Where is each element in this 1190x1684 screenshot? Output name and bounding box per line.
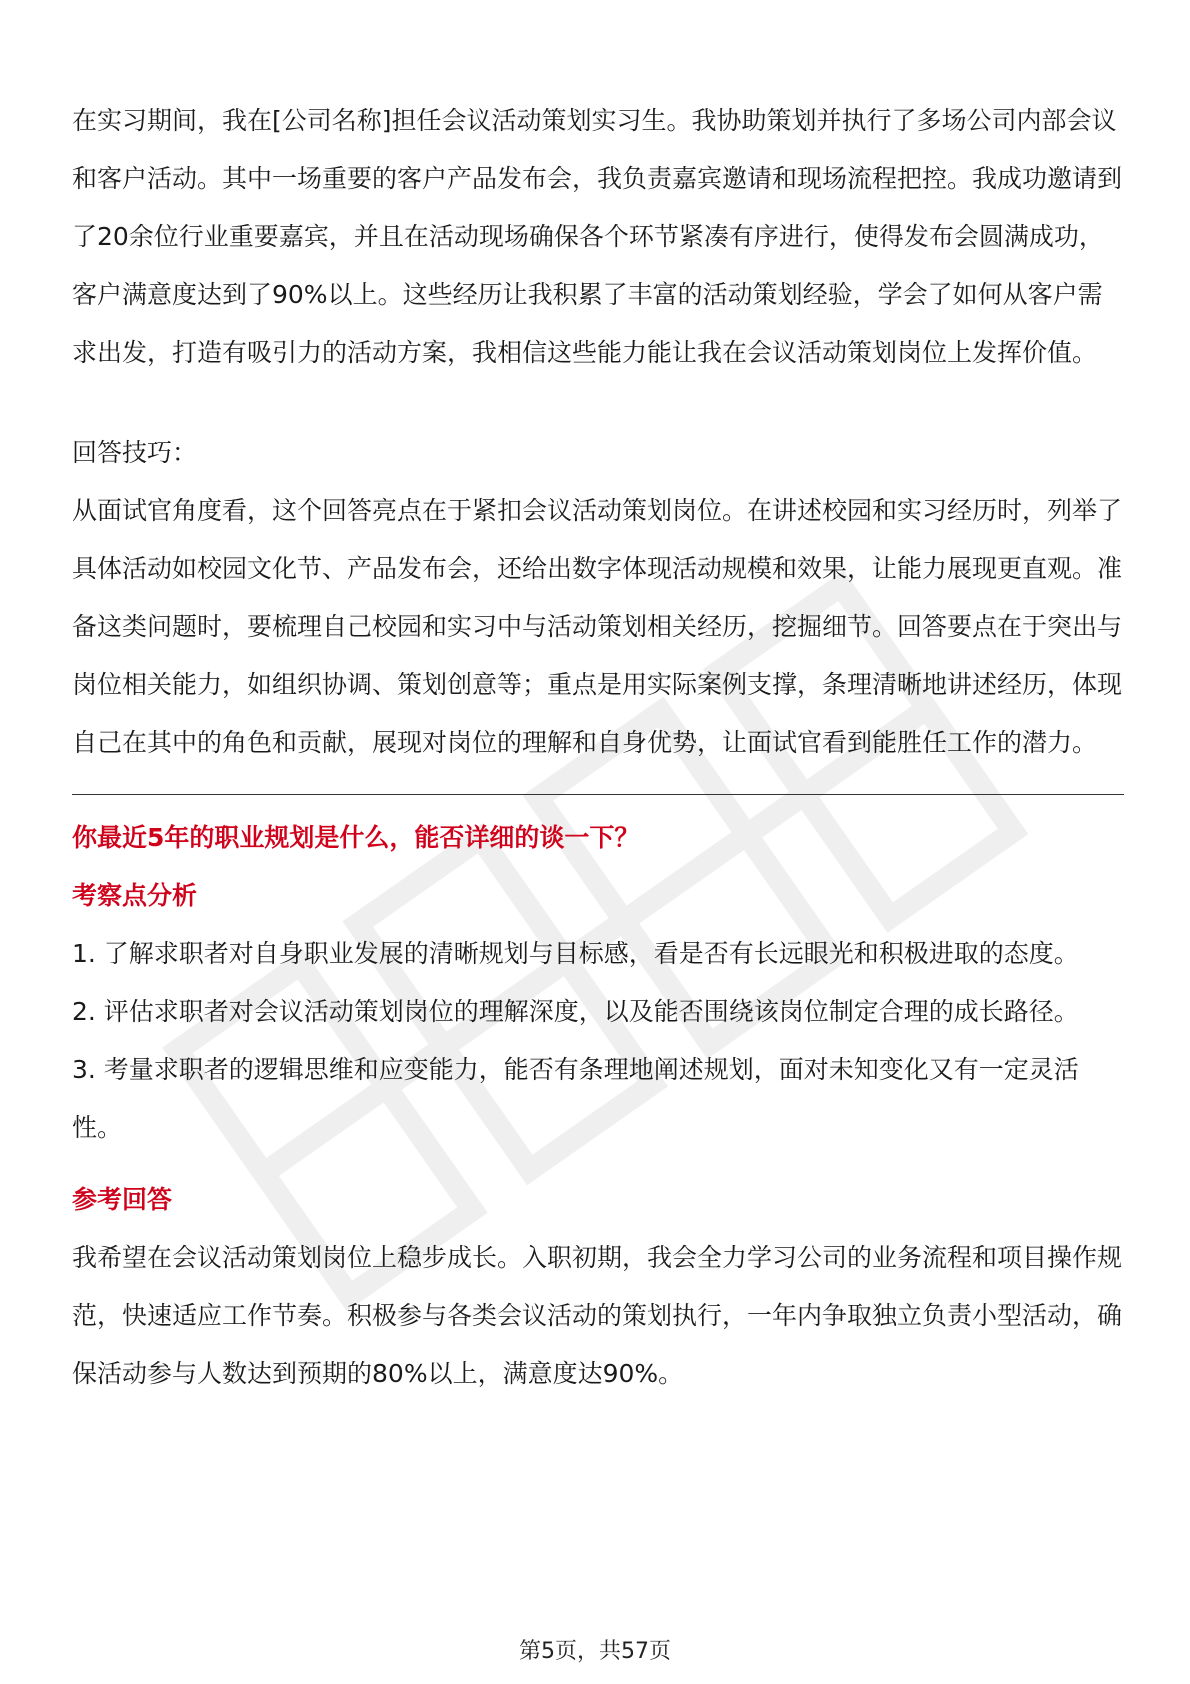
page-number: 第5页，共57页 [519,1639,671,1664]
document-page [72,92,1124,1403]
analysis-item: 2. 评估求职者对会议活动策划岗位的理解深度，以及能否围绕该岗位制定合理的成长路径。 [72,997,1079,1026]
answer-heading: 参考回答 [72,1185,173,1214]
section-divider [72,794,1124,795]
analysis-item: 1. 了解求职者对自身职业发展的清晰规划与目标感，看是否有长远眼光和积极进取的态度。 [72,939,1079,968]
analysis-item: 3. 考量求职者的逻辑思维和应变能力，能否有条理地阐述规划，面对未知变化又有一定灵活性。 [72,1055,1079,1142]
tips-heading: 回答技巧： [72,438,198,467]
question-title: 你最近5年的职业规划是什么，能否详细的谈一下？ [72,823,640,852]
intro-paragraph: 在实习期间，我在[公司名称]担任会议活动策划实习生。我协助策划并执行了多场公司内部会议和客户活动。其中一场重要的客户产品发布会，我负责嘉宾邀请和现场流程把控。我成功邀请到了20余位行业重要嘉宾，并且在活动现场确保各个环节紧凑有序进行，使得发布会圆满成功，客户满意度达到了90%以上。这些经历让我积累了丰富的活动策划经验，学会了如何从客户需求出发，打造有吸引力的活动方案，我相信这些能力能让我在会议活动策划岗位上发挥价值。 [72,106,1123,367]
analysis-heading: 考察点分析 [72,881,198,910]
tips-body: 从面试官角度看，这个回答亮点在于紧扣会议活动策划岗位。在讲述校园和实习经历时，列举了具体活动如校园文化节、产品发布会，还给出数字体现活动规模和效果，让能力展现更直观。准备这类问题时，要梳理自己校园和实习中与活动策划相关经历，挖掘细节。回答要点在于突出与岗位相关能力，如组织协调、策划创意等；重点是用实际案例支撑，条理清晰地讲述经历，体现自己在其中的角色和贡献，展现对岗位的理解和自身优势，让面试官看到能胜任工作的潜力。 [72,496,1123,757]
answer-body: 我希望在会议活动策划岗位上稳步成长。入职初期，我会全力学习公司的业务流程和项目操作规范，快速适应工作节奏。积极参与各类会议活动的策划执行，一年内争取独立负责小型活动，确保活动参与人数达到预期的80%以上，满意度达90%。 [72,1243,1123,1388]
